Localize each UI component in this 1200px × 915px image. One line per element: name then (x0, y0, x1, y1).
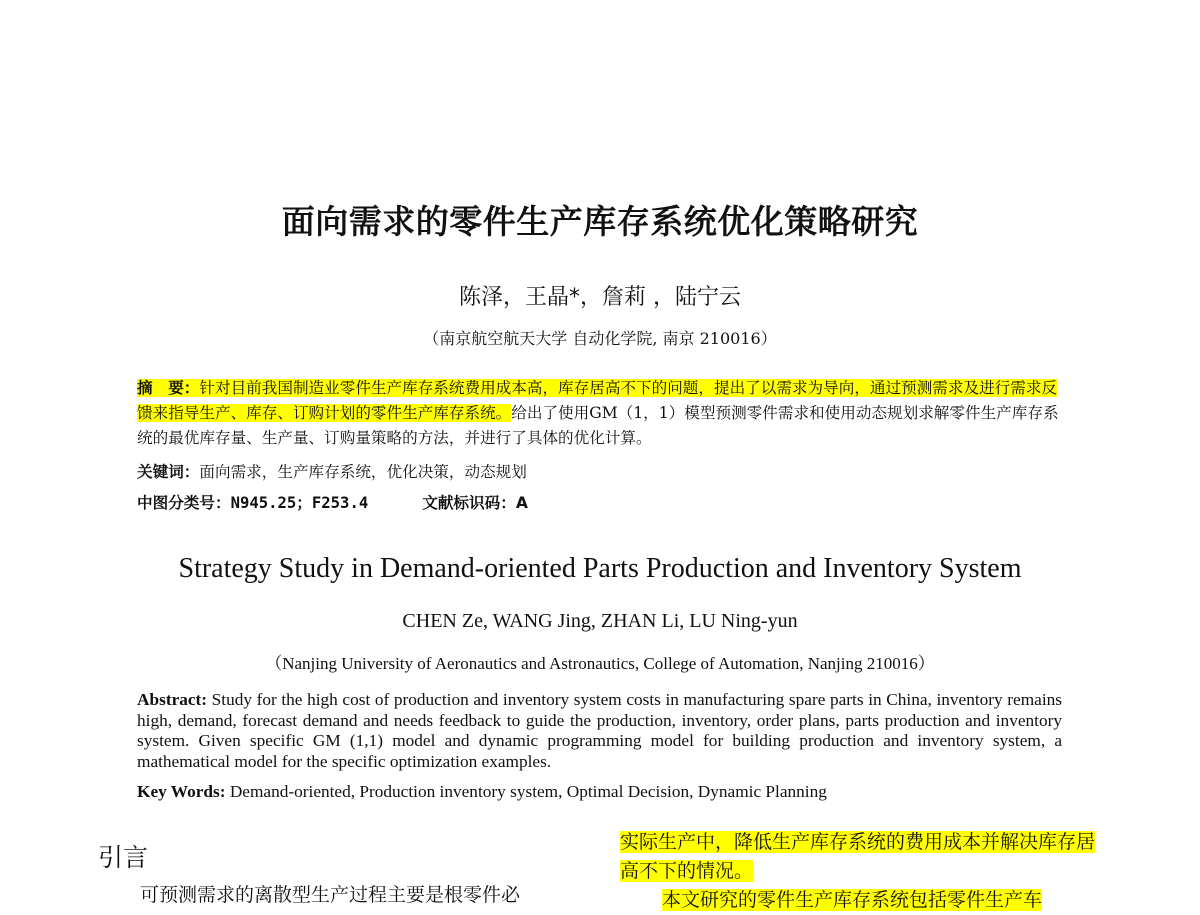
affiliation-en: （Nanjing University of Aeronautics and Astronautics, College of Automation, Nanjing 210016） (265, 654, 935, 673)
authors-cn: 陈泽，王晶*，詹莉 ，陆宁云 (459, 285, 741, 310)
abstract-en-label: Abstract: (137, 690, 208, 709)
abstract-en (137, 690, 1062, 772)
abstract-cn-rest: 给出了使用GM（1，1）模型预测零件需求和使用动态规划求解零件生产库存系统的最优库存量、生产量、订购量策略的方法，并进行了具体的优化计算。 (137, 404, 1059, 447)
intro-right-highlight: 实际生产中，降低生产库存系统的费用成本并解决库存居高不下的情况。 (620, 831, 1096, 882)
doc-code-value: A (515, 494, 528, 512)
keywords-cn (137, 460, 1067, 485)
keywords-en-label: Key Words: (137, 782, 226, 801)
intro-right-column (620, 828, 1105, 915)
abstract-cn-label: 摘 要： (137, 379, 200, 397)
keywords-en (137, 782, 827, 802)
affiliation-cn: （南京航空航天大学 自动化学院, 南京 210016） (423, 329, 777, 348)
doc-code-label: 文献标识码： (422, 494, 516, 512)
abstract-cn (137, 376, 1067, 451)
intro-left-line: 可预测需求的离散型生产过程主要是根零件必 (140, 884, 521, 906)
intro-right-next: 本文研究的零件生产库存系统包括零件生产车 (662, 889, 1043, 911)
authors-en: CHEN Ze, WANG Jing, ZHAN Li, LU Ning-yun (402, 610, 798, 632)
keywords-en-text: Demand-oriented, Production inventory system, Optimal Decision, Dynamic Planning (229, 782, 827, 801)
abstract-en-text: Study for the high cost of production and inventory system costs in manufacturing spare parts in China, inventory remains high, demand, forecast demand and needs feedback to guide the production, inventory, order plans, parts production and inventory system. Given specific GM (1,1) model and dynamic programming model for building production and inventory system, a mathematical model for the specific optimization examples. (137, 690, 1062, 771)
keywords-cn-label: 关键词： (137, 463, 200, 481)
abstract-cn-highlighted-text: 针对目前我国制造业零件生产库存系统费用成本高，库存居高不下的问题，提出了以需求为导向，通过预测需求及进行需求反馈来指导生产、库存、订购计划的零件生产库存系统。 (137, 379, 1058, 422)
classification-label: 中图分类号： (137, 494, 231, 512)
paper-title-en: Strategy Study in Demand-oriented Parts Production and Inventory System (178, 553, 1022, 584)
classification-line (137, 491, 1067, 516)
classification-value: N945.25；F253.4 (230, 494, 369, 512)
paper-title-cn: 面向需求的零件生产库存系统优化策略研究 (281, 202, 919, 241)
intro-heading: 引言 (98, 843, 149, 872)
keywords-cn-text: 面向需求，生产库存系统，优化决策，动态规划 (199, 463, 527, 481)
